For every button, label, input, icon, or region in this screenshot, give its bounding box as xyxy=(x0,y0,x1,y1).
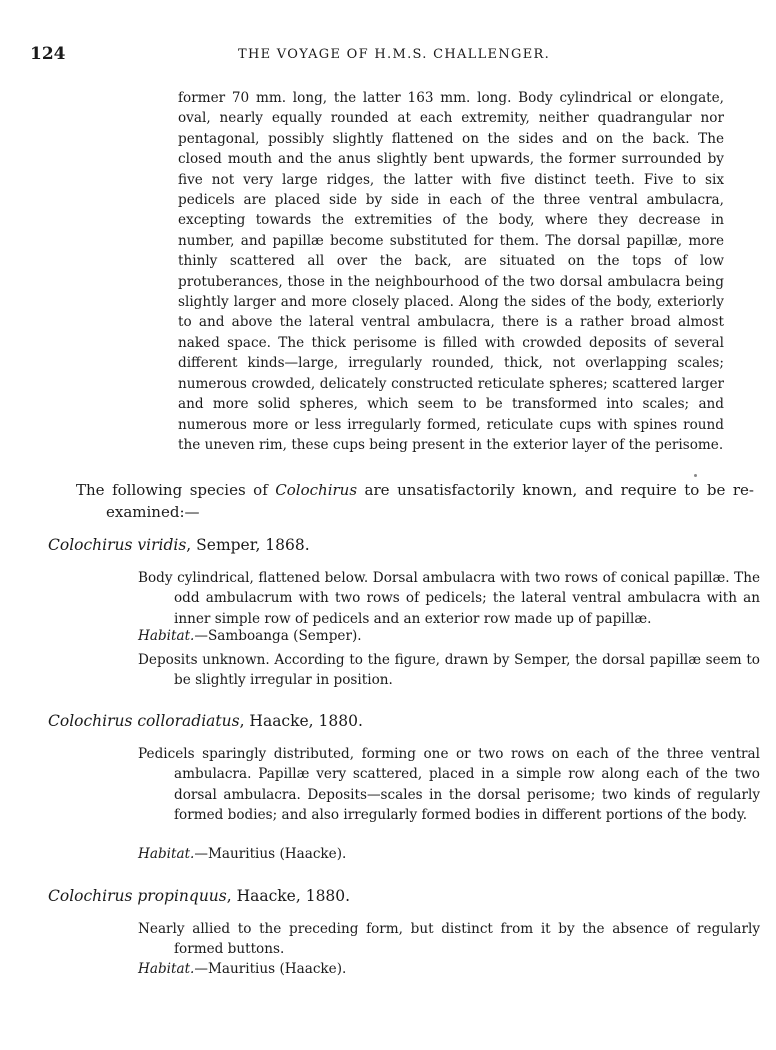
species-name: Colochirus viridis xyxy=(48,536,187,554)
habitat-text: —Samboanga (Semper). xyxy=(194,628,362,644)
species-description: Pedicels sparingly distributed, forming one or two rows on each of the three ventral ambulacra. Papillæ very scattered, placed in a simple row along each of the two dorsal ambulacra. Deposits—scales in the dorsal perisome; two kinds of regularly formed bodies; and also irregularly formed bodies in different portions of the body. xyxy=(138,746,760,824)
species-habitat xyxy=(138,961,346,977)
species-name: Colochirus propinquus xyxy=(48,887,227,905)
species-name: Colochirus colloradiatus xyxy=(48,712,240,730)
species-note: Deposits unknown. According to the figure, drawn by Semper, the dorsal papillæ seem to be slightly irregular in position. xyxy=(138,652,760,689)
species-heading xyxy=(48,712,363,730)
habitat-label: Habitat. xyxy=(138,846,195,862)
intro-genus: Colochirus xyxy=(275,481,358,499)
intro-paragraph xyxy=(76,479,754,523)
species-authority: , Semper, 1868. xyxy=(186,536,310,554)
species-heading xyxy=(48,536,310,554)
species-heading xyxy=(48,887,350,905)
intro-text-before: The following species of xyxy=(76,481,276,499)
habitat-label: Habitat. xyxy=(138,628,195,644)
species-habitat xyxy=(138,628,362,644)
intro-text-after: are unsatisfactorily known, and require to be re-examined:— xyxy=(106,481,754,521)
running-title: THE VOYAGE OF H.M.S. CHALLENGER. xyxy=(237,47,551,62)
continuation-paragraph: former 70 mm. long, the latter 163 mm. long. Body cylindrical or elongate, oval, nearly equally rounded at each extremity, neither quadrangular nor pentagonal, possibly slightly flattened on the sides and on the back. The closed mouth and the anus slightly bent upwards, the former surrounded by five not very large ridges, the latter with five distinct teeth. Five to six pedicels are placed side by side in each of the three ventral ambulacra, excepting towards the extremities of the body, where they decrease in number, and papillæ become substituted for them. The dorsal papillæ, more thinly scattered all over the back, are situated on the tops of low protuberances, those in the neighbourhood of the two dorsal ambulacra being slightly larger and more closely placed. Along the sides of the body, exteriorly to and above the lateral ventral ambulacra, there is a rather broad almost naked space. The thick perisome is filled with crowded deposits of several different kinds—large, irregularly rounded, thick, not overlapping scales; numerous crowded, delicately constructed reticulate spheres; scattered larger and more solid spheres, which seem to be transformed into scales; and numerous more or less irregularly formed, reticulate cups with spines round the uneven rim, these cups being present in the exterior layer of the perisome. xyxy=(178,90,724,453)
page-number: 124 xyxy=(30,44,66,64)
speck-mark xyxy=(694,474,697,477)
species-habitat xyxy=(138,846,346,862)
page-header xyxy=(24,44,764,68)
habitat-text: —Mauritius (Haacke). xyxy=(194,846,347,862)
habitat-label: Habitat. xyxy=(138,961,195,977)
species-description: Nearly allied to the preceding form, but distinct from it by the absence of regularly formed buttons. xyxy=(138,921,760,958)
species-authority: , Haacke, 1880. xyxy=(226,887,351,905)
habitat-text: —Mauritius (Haacke). xyxy=(194,961,347,977)
species-description: Body cylindrical, flattened below. Dorsal ambulacra with two rows of conical papillæ. The odd ambulacrum with two rows of pedicels; the lateral ventral ambulacra with an inner simple row of pedicels and an exterior row made up of papillæ. xyxy=(138,570,760,627)
species-authority: , Haacke, 1880. xyxy=(239,712,363,730)
